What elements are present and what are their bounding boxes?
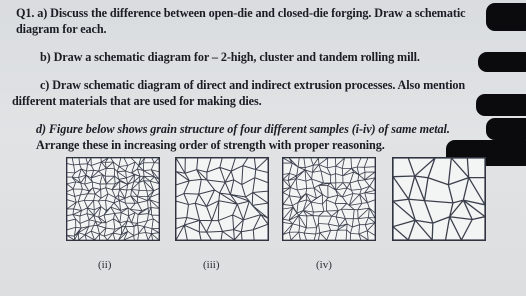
q1-part-d-line-2: Arrange these in increasing order of strength with proper reasoning. (36, 138, 385, 152)
grain-boundary-network (176, 158, 268, 240)
grain-boundary-network (393, 158, 485, 240)
grain-boundaries-medium (176, 158, 268, 240)
redaction-mark (486, 3, 526, 31)
figure-caption-iii: (iii) (203, 259, 220, 271)
redaction-mark (486, 118, 526, 140)
figure-caption-ii: (ii) (98, 259, 112, 271)
grain-structure-figure-ii (175, 157, 269, 241)
grain-boundaries-fine-medium (283, 158, 375, 240)
grain-structure-figure-iii (282, 157, 376, 241)
grain-boundary-network (67, 158, 159, 240)
q1-part-c-line-2: different materials that are used for making dies. (12, 94, 262, 108)
grain-boundary-network (283, 158, 375, 240)
grain-structure-figure-iv (392, 157, 486, 241)
grain-boundaries-fine (67, 158, 159, 240)
grain-structure-figure-i (66, 157, 160, 241)
figure-caption-iv: (iv) (316, 259, 332, 271)
q1-part-c-line-1: c) Draw schematic diagram of direct and indirect extrusion processes. Also mention (40, 78, 466, 92)
q1-part-b: b) Draw a schematic diagram for – 2-high, cluster and tandem rolling mill. (40, 50, 420, 64)
q1-part-d-line-1: d) Figure below shows grain structure of four different samples (i-iv) of same metal. (36, 122, 450, 136)
grain-boundaries-coarse (393, 158, 485, 240)
redaction-mark (478, 52, 526, 72)
redaction-mark (476, 94, 526, 116)
q1-line-2: diagram for each. (16, 22, 107, 36)
q1-line-1: Q1. a) Discuss the difference between open-die and closed-die forging. Draw a schematic (16, 6, 466, 20)
